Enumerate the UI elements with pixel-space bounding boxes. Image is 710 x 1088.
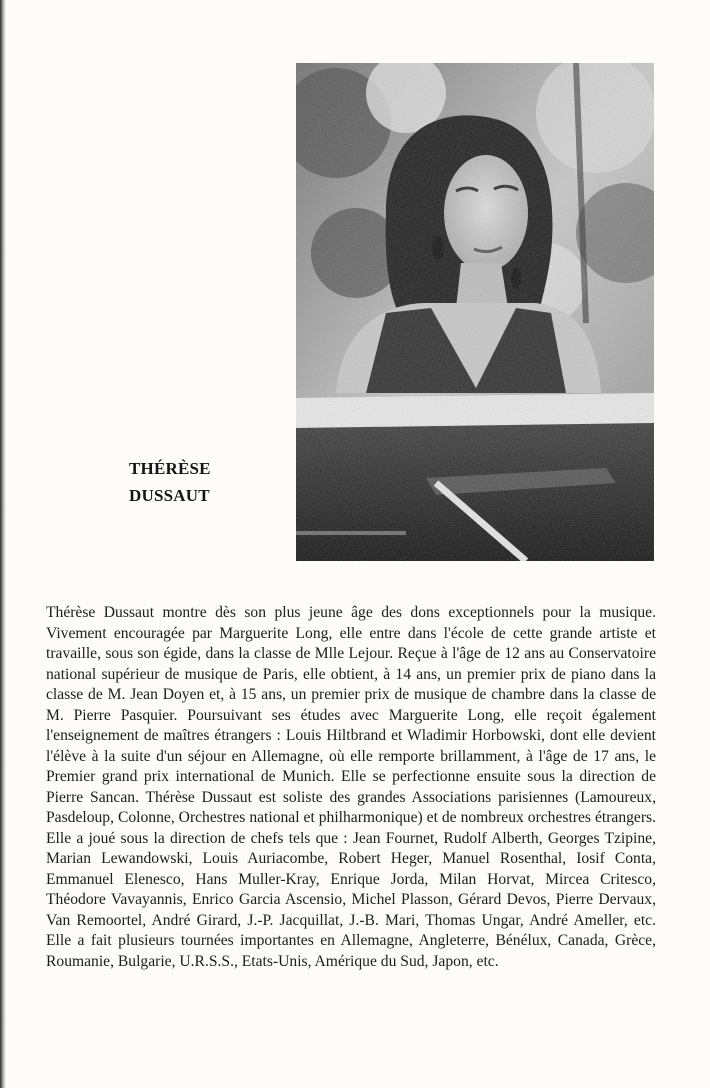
scan-edge-shadow [0,0,6,1088]
biography-paragraph: Thérèse Dussaut montre dès son plus jeune âge des dons exceptionnels pour la musique. Vivement encouragée par Marguerite Long, elle entre dans l'école de cette grande artiste et travaille, sous son égide, dans la classe de Mlle Lejour. Reçue à l'âge de 12 ans au Conservatoire national supérieur de musique de Paris, elle obtient, à 14 ans, un premier prix de piano dans la classe de M. Jean Doyen et, à 15 ans, un premier prix de musique de chambre dans la classe de M. Pierre Pasquier. Poursuivant ses études avec Marguerite Long, elle reçoit également l'enseignement de maîtres étrangers : Louis Hiltbrand et Wladimir Horbowski, dont elle devient l'élève à la suite d'un séjour en Allemagne, où elle remporte brillamment, à l'âge de 17 ans, le Premier grand prix international de Munich. Elle se perfectionne ensuite sous la direction de Pierre Sancan. Thérèse Dussaut est soliste des grandes Associations parisiennes (Lamoureux, Pasdeloup, Colonne, Orchestres national et philharmonique) et de nombreux orchestres étrangers. Elle a joué sous la direction de chefs tels que : Jean Fournet, Rudolf Alberth, Georges Tzipine, Marian Lewandowski, Louis Auriacombe, Robert Heger, Manuel Rosenthal, Iosif Conta, Emmanuel Elenesco, Hans Muller-Kray, Enrique Jorda, Milan Horvat, Mircea Critesco, Théodore Vavayannis, Enrico Garcia Ascensio, Michel Plasson, Gérard Devos, Pierre Dervaux, Van Remoortel, André Girard, J.-P. Jacquillat, J.-B. Mari, Thomas Ungar, André Ameller, etc. Elle a fait plusieurs tournées importantes en Allemagne, Angleterre, Bénélux, Canada, Grèce, Roumanie, Bulgarie, U.R.S.S., Etats-Unis, Amérique du Sud, Japon, etc. [46,604,656,970]
portrait-photo [296,63,654,561]
performer-name [129,455,211,509]
performer-last-name: DUSSAUT [129,486,210,505]
performer-first-name: THÉRÈSE [129,459,211,478]
